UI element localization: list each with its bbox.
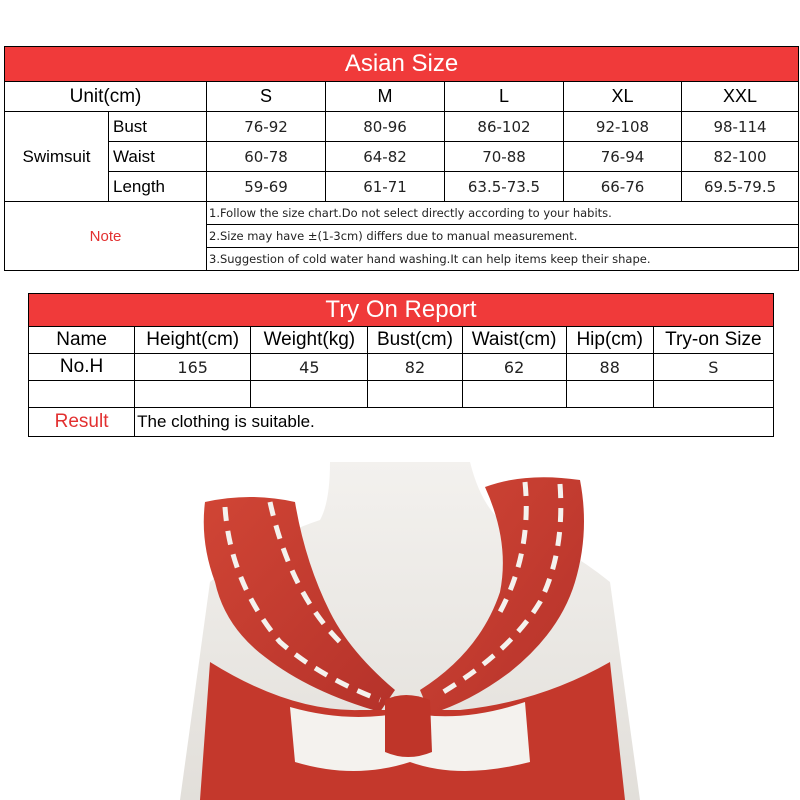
size-cell: 98-114	[682, 112, 799, 142]
size-cell: 92-108	[564, 112, 682, 142]
unit-label: Unit(cm)	[5, 82, 207, 112]
param-waist: Waist	[109, 142, 207, 172]
result-label: Result	[29, 408, 135, 437]
note-label: Note	[5, 202, 207, 271]
try-on-value: 82	[368, 354, 462, 381]
try-on-value: 45	[251, 354, 368, 381]
size-cell: 61-71	[326, 172, 445, 202]
try-on-report-table	[28, 293, 774, 437]
try-on-header: Name	[29, 327, 135, 354]
empty-cell	[135, 381, 251, 408]
param-length: Length	[109, 172, 207, 202]
size-header: XL	[564, 82, 682, 112]
size-header: S	[207, 82, 326, 112]
try-on-value: S	[653, 354, 773, 381]
empty-cell	[29, 381, 135, 408]
size-cell: 70-88	[445, 142, 564, 172]
try-on-header: Bust(cm)	[368, 327, 462, 354]
try-on-header: Height(cm)	[135, 327, 251, 354]
try-on-header: Weight(kg)	[251, 327, 368, 354]
note-line: 2.Size may have ±(1-3cm) differs due to manual measurement.	[207, 225, 799, 248]
param-bust: Bust	[109, 112, 207, 142]
size-cell: 63.5-73.5	[445, 172, 564, 202]
size-cell: 60-78	[207, 142, 326, 172]
try-on-header: Hip(cm)	[566, 327, 653, 354]
note-line: 1.Follow the size chart.Do not select directly according to your habits.	[207, 202, 799, 225]
try-on-value: 165	[135, 354, 251, 381]
bow-knot	[385, 695, 432, 757]
try-on-header: Try-on Size	[653, 327, 773, 354]
size-cell: 59-69	[207, 172, 326, 202]
empty-cell	[462, 381, 566, 408]
size-chart-title: Asian Size	[5, 47, 799, 82]
size-header: M	[326, 82, 445, 112]
size-cell: 86-102	[445, 112, 564, 142]
model-name: No.H	[29, 354, 135, 381]
swimsuit-product-photo	[180, 462, 640, 800]
size-cell: 76-94	[564, 142, 682, 172]
empty-cell	[566, 381, 653, 408]
size-chart-table	[4, 46, 799, 271]
size-cell: 69.5-79.5	[682, 172, 799, 202]
size-cell: 64-82	[326, 142, 445, 172]
size-cell: 80-96	[326, 112, 445, 142]
try-on-header: Waist(cm)	[462, 327, 566, 354]
swimsuit-group-label: Swimsuit	[5, 112, 109, 202]
empty-cell	[653, 381, 773, 408]
note-line: 3.Suggestion of cold water hand washing.It can help items keep their shape.	[207, 248, 799, 271]
try-on-value: 88	[566, 354, 653, 381]
size-header: L	[445, 82, 564, 112]
empty-cell	[368, 381, 462, 408]
size-header: XXL	[682, 82, 799, 112]
size-cell: 66-76	[564, 172, 682, 202]
result-text: The clothing is suitable.	[135, 408, 774, 437]
size-cell: 76-92	[207, 112, 326, 142]
try-on-title: Try On Report	[29, 294, 774, 327]
empty-cell	[251, 381, 368, 408]
size-cell: 82-100	[682, 142, 799, 172]
try-on-value: 62	[462, 354, 566, 381]
